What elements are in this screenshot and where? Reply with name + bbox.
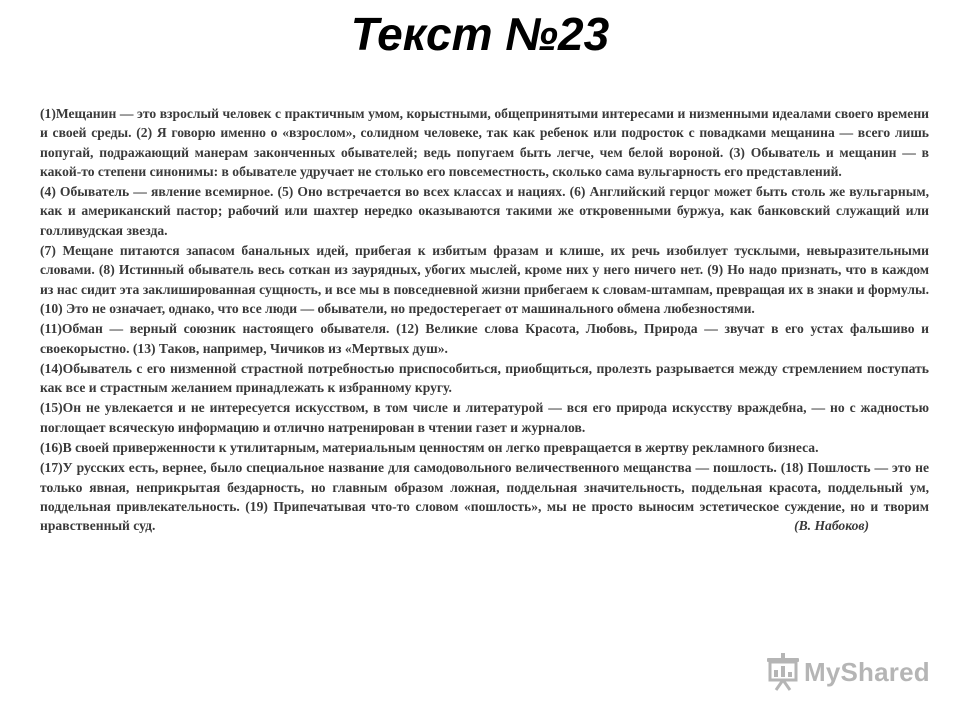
paragraph: (7) Мещане питаются запасом банальных идей, прибегая к избитым фразам и клише, их речь изобилует тусклыми, невыразительными словами. (8) Истинный обыватель весь соткан из заурядных, убогих мыслей, кроме них у него ничего нет. (9) Но надо признать, что в каждом из нас сидит эта заклишированная сущность, и все мы в повседневной жизни прибегаем к словам-штампам, превращая их в знаки и формулы. (10) Это не означает, однако, что все люди — обыватели, но предостерегает от машинального обмена любезностями. (40, 243, 929, 316)
paragraph: (11)Обман — верный союзник настоящего обывателя. (12) Великие слова Красота, Любовь, Природа — звучат в его устах фальшиво и своекорыстно. (13) Таков, например, Чичиков из «Мертвых душ». (40, 321, 929, 356)
paragraph: (15)Он не увлекается и не интересуется искусством, в том числе и литературой — вся его природа искусству враждебна, — но с жадностью поглощает всяческую информацию и отлично натренирован в чтении газет и журналов. (40, 400, 929, 435)
paragraph-last (40, 458, 929, 535)
paragraph: (4) Обыватель — явление всемирное. (5) Оно встречается во всех классах и нациях. (6) Английский герцог может быть столь же вульгарным, как и американский пастор; рабочий или шахтер нередко оказываются такими же откровенными буржуа, как банковский служащий или голливудская звезда. (40, 184, 929, 238)
projector-screen-icon (766, 653, 800, 691)
text-body (40, 104, 929, 537)
paragraph: (14)Обыватель с его низменной страстной потребностью приспособиться, приобщиться, пролезть разрывается между стремлением поступать как все и страстным желанием принадлежать к избранному кругу. (40, 360, 929, 396)
paragraph: (16)В своей приверженности к утилитарным, материальным ценностям он легко превращается в жертву рекламного бизнеса. (40, 440, 819, 456)
watermark-logo (766, 652, 930, 692)
watermark-text: MyShared (804, 656, 930, 687)
author-attribution: (В. Набоков) (794, 518, 869, 534)
paragraph: (1)Мещанин — это взрослый человек с практичным умом, корыстными, общепринятыми интересами и низменными идеалами своего времени и своей среды. (2) Я говорю именно о «взрослом», солидном человеке, так как ребенок или подросток с повадками мещанина — всего лишь попугай, подражающий манерам законченных обывателей; ведь попугаем быть легче, чем белой вороной. (3) Обыватель и мещанин — в какой-то степени синонимы: в обывателе удручает не столько его повсеместность, сколько сама вульгарность его представлений. (40, 106, 929, 179)
page-title: Текст №23 (350, 8, 610, 60)
paragraph-text: (17)У русских есть, вернее, было специальное название для самодовольного величественного мещанства — пошлость. (18) Пошлость — это не только явная, неприкрытая бездарность, но главным образом ложная, поддельная значительность, поддельная красота, поддельный ум, поддельная привлекательность. (19) Припечатывая что-то словом «пошлость», мы не просто выносим эстетическое суждение, но и творим нравственный суд. (40, 460, 929, 534)
